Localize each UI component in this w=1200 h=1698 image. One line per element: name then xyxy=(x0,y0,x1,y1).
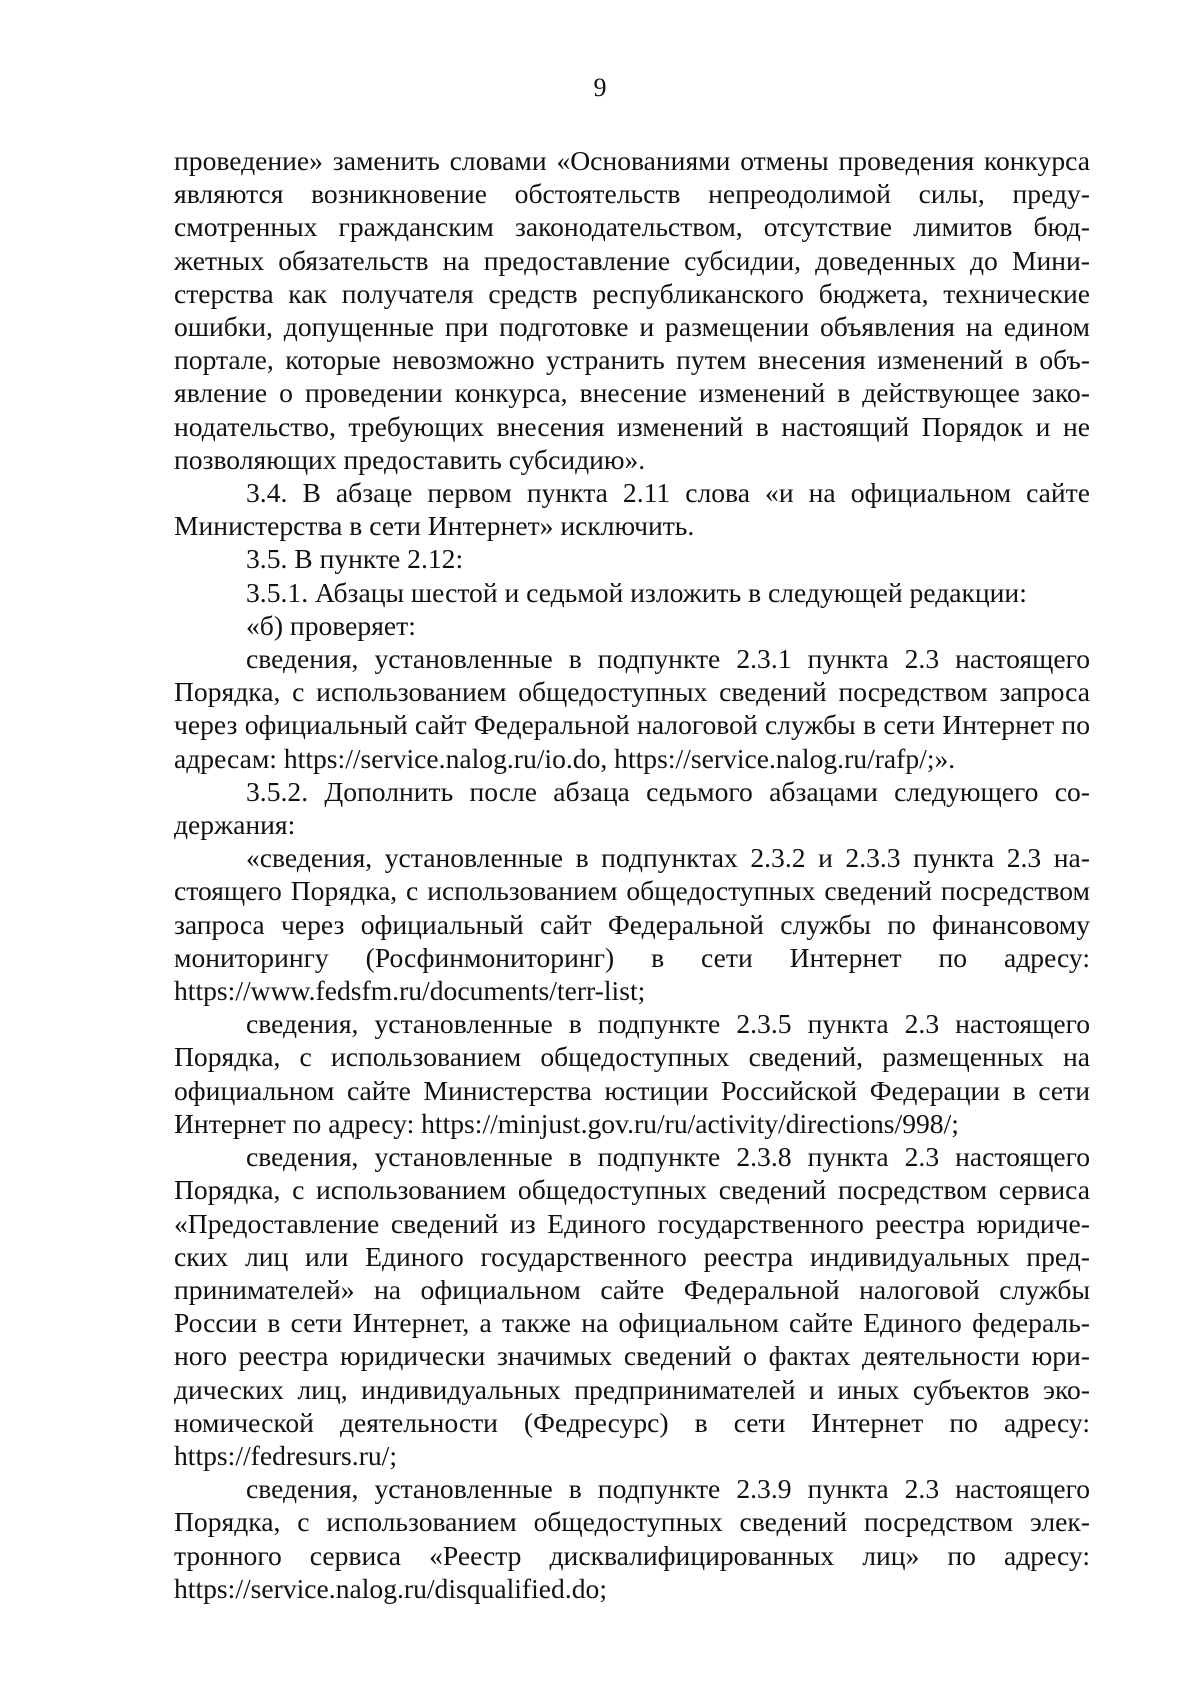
paragraph-10: сведения, установленные в подпункте 2.3.8 пункта 2.3 настоящего Порядка, с использованием общедоступных сведений посредством сервиса «Предоставление сведений из Единого государственного реестра юридических лиц или Единого государственного реестра индивидуальных предпринимателей» на официальном сайте Федеральной налоговой службы России в сети Интернет, а также на официальном сайте Единого федерального реестра юридически значимых сведений о фактах деятельности юридических лиц, индивидуальных предпринимателей и иных субъектов экономической деятельности (Федресурс) в сети Интернет по адресу: https://fedresurs.ru/; xyxy=(174,1141,1090,1471)
paragraph-11: сведения, установленные в подпункте 2.3.9 пункта 2.3 настоящего Порядка, с использованием общедоступных сведений посредством электронного сервиса «Реестр дисквалифицированных лиц» по адресу: https://service.nalog.ru/disqualified.do; xyxy=(174,1473,1090,1604)
paragraph-6: сведения, установленные в подпункте 2.3.1 пункта 2.3 настоящего Порядка, с использованием общедоступных сведений посредством запроса через официальный сайт Федеральной налоговой службы в сети Интернет по адресам: https://service.nalog.ru/io.do, https://service.nalog.ru/rafp/;». xyxy=(174,643,1090,774)
paragraph-2: 3.4. В абзаце первом пункта 2.11 слова «и на официальном сайте Министерства в сети Интернет» исключить. xyxy=(174,477,1090,542)
paragraph-4: 3.5.1. Абзацы шестой и седьмой изложить в следующей редакции: xyxy=(246,576,1027,608)
paragraph-1: проведение» заменить словами «Основаниями отмены проведения конкурса являются возникновение обстоятельств непреодолимой силы, предусмотренных гражданским законодательством, отсутствие лимитов бюджетных обязательств на предоставление субсидии, доведенных до Министерства как получателя средств республиканского бюджета, технические ошибки, допущенные при подготовке и размещении объявления на едином портале, которые невозможно устранить путем внесения изменений в объявление о проведении конкурса, внесение изменений в действующее законодательство, требующих внесения изменений в настоящий Порядок и не позволяющих предоставить субсидию». xyxy=(174,145,1090,475)
paragraph-3: 3.5. В пункте 2.12: xyxy=(246,543,464,575)
paragraph-8: «сведения, установленные в подпунктах 2.3.2 и 2.3.3 пункта 2.3 настоящего Порядка, с использованием общедоступных сведений посредством запроса через официальный сайт Федеральной службы по финансовому мониторингу (Росфинмониторинг) в сети Интернет по адресу: https://www.fedsfm.ru/documents/terr-list; xyxy=(174,842,1090,1007)
paragraph-7: 3.5.2. Дополнить после абзаца седьмого абзацами следующего содержания: xyxy=(174,775,1090,841)
document-body xyxy=(174,144,1090,1605)
paragraph-5: «б) проверяет: xyxy=(246,609,416,641)
paragraph-9: сведения, установленные в подпункте 2.3.5 пункта 2.3 настоящего Порядка, с использованием общедоступных сведений, размещенных на официальном сайте Министерства юстиции Российской Федерации в сети Интернет по адресу: https://minjust.gov.ru/ru/activity/directions/998/; xyxy=(174,1008,1090,1139)
page-number: 9 xyxy=(593,73,607,102)
